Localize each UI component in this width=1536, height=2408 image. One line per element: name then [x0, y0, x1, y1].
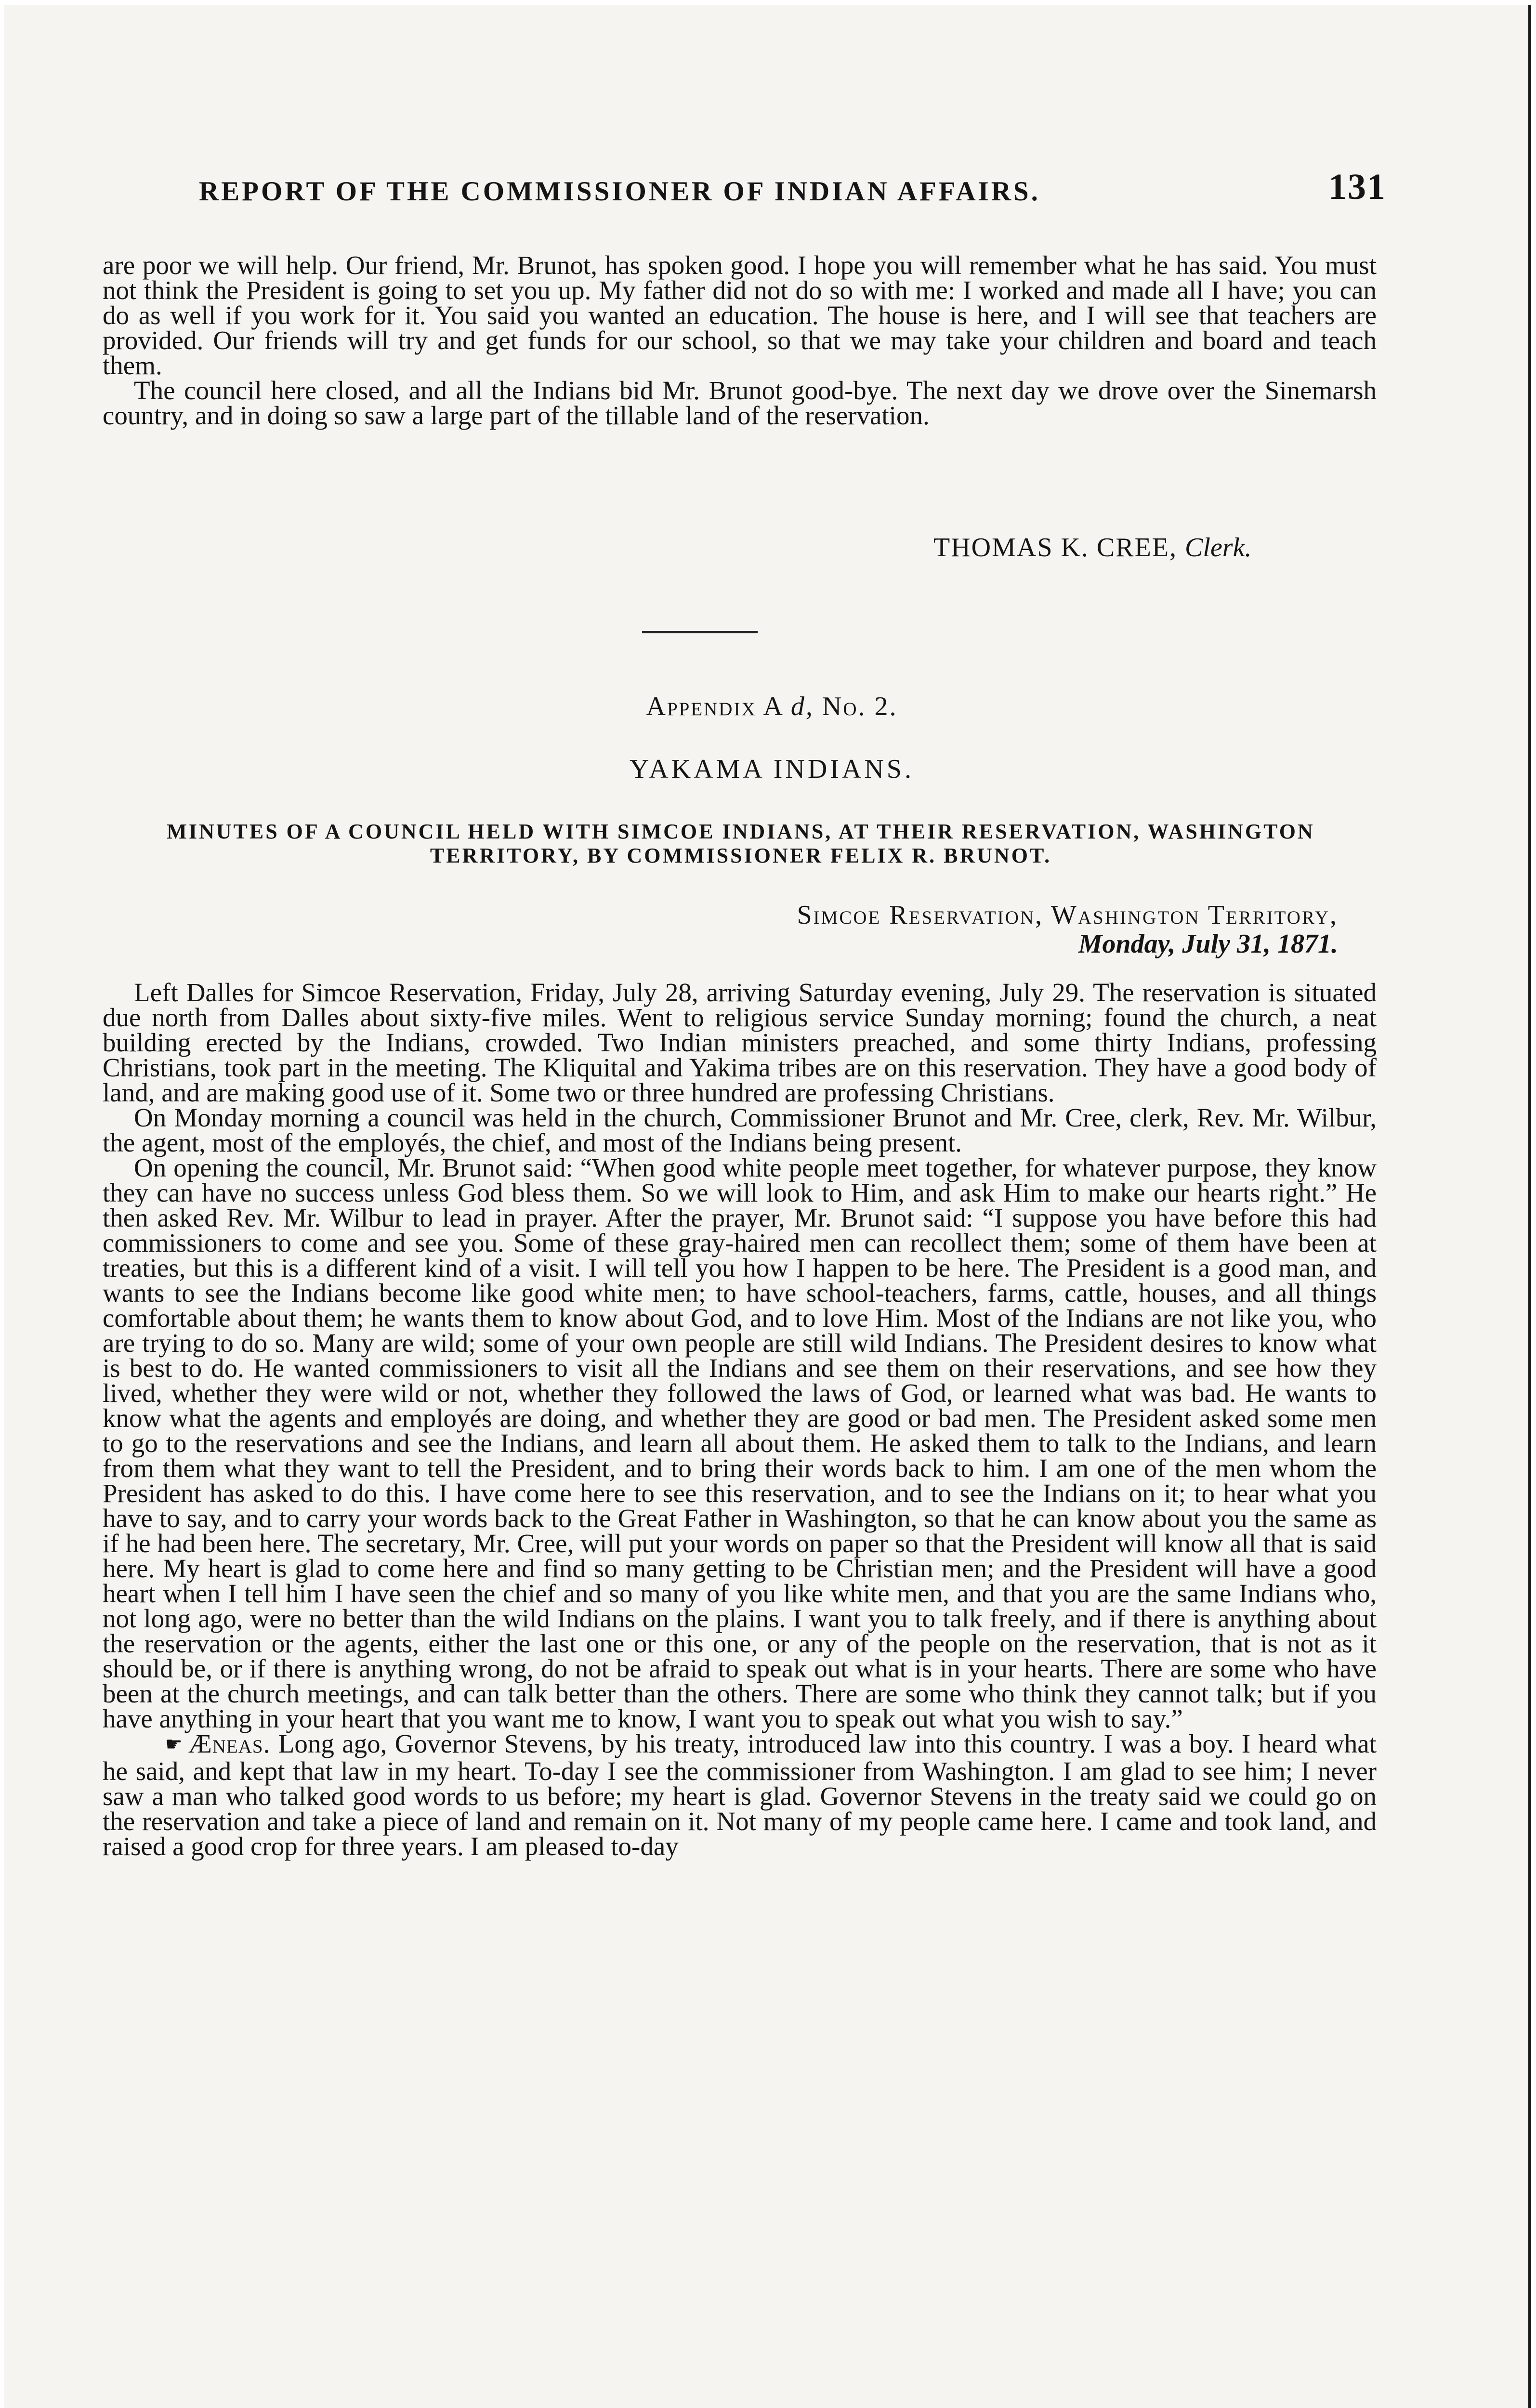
- signature: [933, 532, 1251, 563]
- signature-role: Clerk.: [1185, 533, 1252, 563]
- dateline: [797, 901, 1338, 958]
- pointing-hand-icon: ☛: [165, 1733, 183, 1755]
- body-text: [103, 980, 1377, 1859]
- body-paragraph-aeneas: [103, 1731, 1377, 1859]
- body-paragraph-arrival: Left Dalles for Simcoe Reservation, Friday, July 28, arriving Saturday evening, July 29. The reservation is situated due north from Dalles about sixty-five miles. Went to religious service Sunday morning; found the church, a neat building erected by the Indians, crowded. Two Indian ministers preached, and some thirty Indians, professing Christians, took part in the meeting. The Kliquital and Yakima tribes are on this reservation. They have a good body of land, and are making good use of it. Some two or three hundred are professing Christians.: [103, 978, 1377, 1107]
- speaker-speech: Long ago, Governor Stevens, by his treaty, introduced law into this country. I was a boy. I heard what he said, and kept that law in my heart. To-day I see the commissioner from Washington. I am glad to see him; I never saw a man who talked good words to us before; my heart is glad. Governor Stevens in the treaty said we could go on the reservation and take a piece of land and remain on it. Not many of my people came here. I came and took land, and raised a good crop for three years. I am pleased to-day: [103, 1729, 1377, 1861]
- appendix-prefix: Appendix A: [646, 692, 783, 721]
- dateline-place: Simcoe Reservation, Washington Territory,: [797, 900, 1338, 930]
- body-paragraph-council: On Monday morning a council was held in the church, Commissioner Brunot and Mr. Cree, clerk, Rev. Mr. Wilbur, the agent, most of the employés, the chief, and most of the Indians being present.: [103, 1103, 1377, 1157]
- signature-name: THOMAS K. CREE,: [933, 533, 1178, 563]
- document-page: [4, 5, 1531, 2408]
- section-title: YAKAMA INDIANS.: [630, 754, 914, 784]
- running-head-title: REPORT OF THE COMMISSIONER OF INDIAN AFFAIRS.: [199, 176, 1040, 207]
- appendix-letter: d,: [790, 692, 814, 721]
- page-number: 131: [1328, 167, 1386, 207]
- section-divider: [642, 631, 758, 633]
- continued-paragraph: are poor we will help. Our friend, Mr. Brunot, has spoken good. I hope you will remember what he has said. You must not think the President is going to set you up. My father did not do so with me: I worked and made all I have; you can do as well if you work for it. You said you wanted an education. The house is here, and I will see that teachers are provided. Our friends will try and get funds for our school, so that we may take your children and board and teach them.: [103, 250, 1377, 380]
- minutes-title: MINUTES OF A COUNCIL HELD WITH SIMCOE INDIANS, AT THEIR RESERVATION, WASHINGTON TERRITORY, BY COMMISSIONER FELIX R. BRUNOT.: [167, 820, 1315, 867]
- appendix-heading: [4, 691, 1536, 722]
- dateline-date: Monday, July 31, 1871.: [1078, 929, 1338, 959]
- speaker-name: Æneas.: [188, 1729, 271, 1758]
- closing-paragraph: The council here closed, and all the Indians bid Mr. Brunot good-bye. The next day we drove over the Sinemarsh country, and in doing so saw a large part of the tillable land of the reservation.: [103, 376, 1377, 430]
- continued-text: [103, 250, 1377, 430]
- appendix-number: No. 2.: [822, 692, 898, 721]
- body-paragraph-brunot-speech: On opening the council, Mr. Brunot said: “When good white people meet together, for whatever purpose, they know they can have no success unless God bless them. So we will look to Him, and ask Him to make our hearts right.” He then asked Rev. Mr. Wilbur to lead in prayer. After the prayer, Mr. Brunot said: “I suppose you have before this had commissioners to come and see you. Some of these gray-haired men can recollect them; some of them have been at treaties, but this is a different kind of a visit. I will tell you how I happen to be here. The President is a good man, and wants to see the Indians become like good white men; to have school-teachers, farms, cattle, houses, and all things comfortable about them; he wants them to know about God, and to love Him. Most of the Indians are not like you, who are trying to do so. Many are wild; some of your own people are still wild Indians. The President desires to know what is best to do. He wanted commissioners to visit all the Indians and see them on their reservations, and see how they lived, whether they were wild or not, whether they followed the laws of God, or learned what was bad. He wants to know what the agents and employés are doing, and whether they are good or bad men. The President asked some men to go to the reservations and see the Indians, and learn all about them. He asked them to talk to the Indians, and learn from them what they want to tell the President, and to bring their words back to him. I am one of the men whom the President has asked to do this. I have come here to see this reservation, and to see the Indians on it; to hear what you have to say, and to carry your words back to the Great Father in Washington, so that he can know about you the same as if he had been here. The secretary, Mr. Cree, will put your words on paper so that the President will know all that is said here. My heart is glad to come here and find so many getting to be Christian men; and the President will have a good heart when I tell him I have seen the chief and so many of you like white men, and that you are the same Indians who, not long ago, were no better than the wild Indians on the plains. I want you to talk freely, and if there is anything about the reservation or the agents, either the last one or this one, or any of the people on the reservation, that is not as it should be, or if there is anything wrong, do not be afraid to speak out what is in your hearts. There are some who have been at the church meetings, and can talk better than the others. There are some who think they cannot talk; but if you have anything in your heart that you want me to know, I want you to speak out what you wish to say.”: [103, 1153, 1377, 1733]
